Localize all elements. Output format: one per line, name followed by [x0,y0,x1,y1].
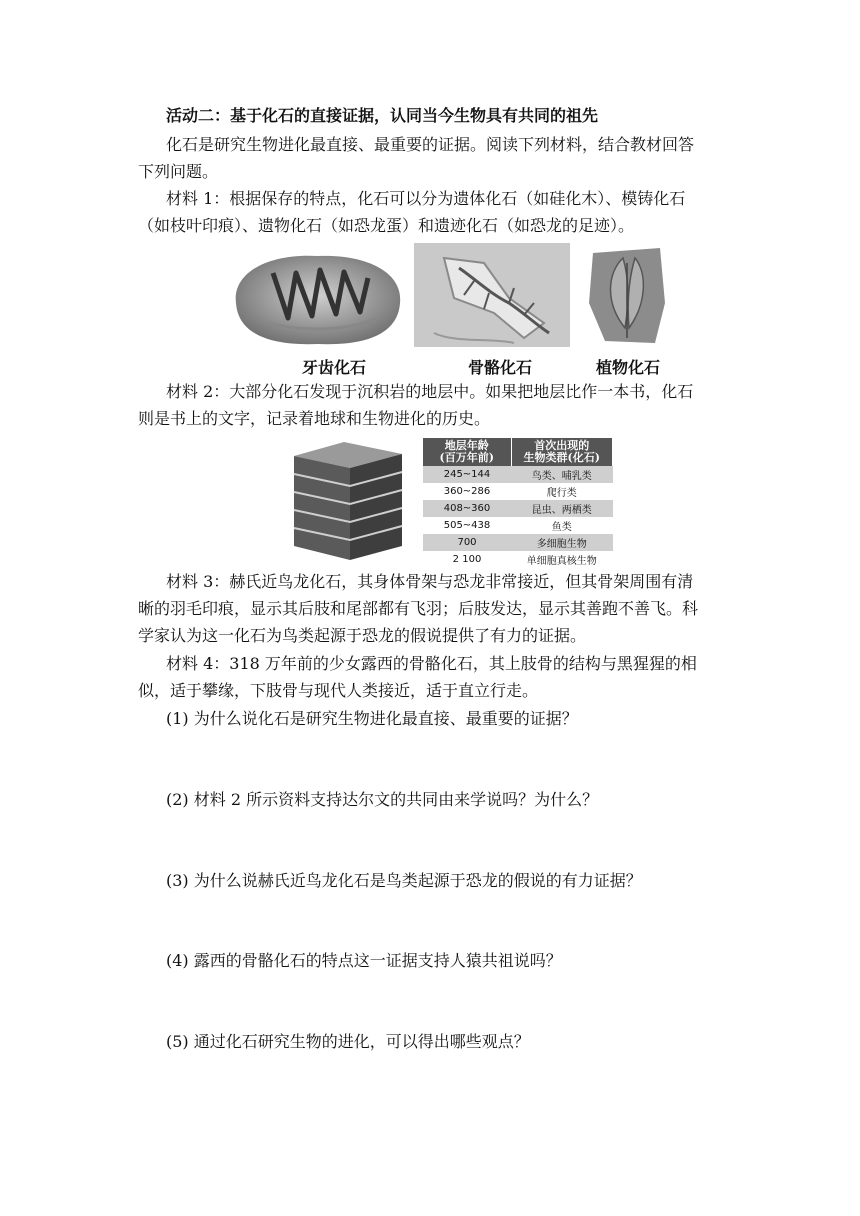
strata-header-age: 地层年龄 (百万年前) [423,438,511,466]
caption-plant: 植物化石 [596,358,661,377]
cell-group: 多细胞生物 [511,534,613,551]
cell-age: 700 [423,534,511,551]
caption-skeleton: 骨骼化石 [468,358,533,377]
cell-group: 单细胞真核生物 [526,556,597,567]
skeleton-fossil-image [414,243,570,347]
material3-line-2: 晰的羽毛印痕，显示其后肢和尾部都有飞羽；后肢发达，显示其善跑不善飞。科 [138,599,699,618]
table-row [423,551,613,568]
cell-age: 505~438 [443,520,491,531]
tooth-fossil-image [228,248,405,348]
material3-line-1: 材料 3：赫氏近鸟龙化石，其身体骨架与恐龙非常接近，但其骨架周围有清 [166,572,694,591]
question-2: (2) 材料 2 所示资料支持达尔文的共同由来学说吗？为什么？ [166,790,599,809]
strata-table [423,438,613,568]
cell-age: 360~286 [443,486,491,497]
table-row [423,483,613,500]
table-row [423,534,613,551]
cell-age: 245~144 [423,466,511,483]
question-4: (4) 露西的骨骼化石的特点这一证据支持人猿共祖说吗？ [166,951,562,970]
material4-line-2: 似，适于攀缘，下肢骨与现代人类接近，适于直立行走。 [138,681,539,700]
cell-group: 鱼类 [551,522,572,533]
cell-group: 爬行类 [546,488,577,499]
cell-age: 2 100 [452,554,482,565]
table-row [423,466,613,483]
activity-heading: 活动二：基于化石的直接证据，认同当今生物具有共同的祖先 [166,106,599,125]
question-3: (3) 为什么说赫氏近鸟龙化石是鸟类起源于恐龙的假说的有力证据？ [166,871,642,890]
material2-line-2: 则是书上的文字，记录着地球和生物进化的历史。 [138,409,491,428]
question-5: (5) 通过化石研究生物的进化，可以得出哪些观点？ [166,1032,530,1051]
strata-header-group: 首次出现的 生物类群(化石) [511,438,613,466]
material3-line-3: 学家认为这一化石为鸟类起源于恐龙的假说提供了有力的证据。 [138,626,587,645]
intro-line-2: 下列问题。 [138,162,219,181]
intro-line-1: 化石是研究生物进化最直接、最重要的证据。阅读下列材料，结合教材回答 [166,135,695,154]
material1-line-2: （如枝叶印痕）、遗物化石（如恐龙蛋）和遗迹化石（如恐龙的足迹）。 [138,216,635,235]
material1-line-1: 材料 1：根据保存的特点，化石可以分为遗体化石（如硅化木）、模铸化石 [166,189,686,208]
cell-group: 鸟类、哺乳类 [511,466,613,483]
rock-strata-image [284,438,408,562]
plant-fossil-image [585,243,668,347]
cell-group: 昆虫、两栖类 [511,500,613,517]
caption-tooth: 牙齿化石 [302,358,367,377]
material4-line-1: 材料 4：318 万年前的少女露西的骨骼化石，其上肢骨的结构与黑猩猩的相 [166,654,697,673]
material2-line-1: 材料 2：大部分化石发现于沉积岩的地层中。如果把地层比作一本书，化石 [166,382,694,401]
cell-age: 408~360 [423,500,511,517]
table-row [423,517,613,534]
question-1: (1) 为什么说化石是研究生物进化最直接、最重要的证据？ [166,709,578,728]
table-row [423,500,613,517]
